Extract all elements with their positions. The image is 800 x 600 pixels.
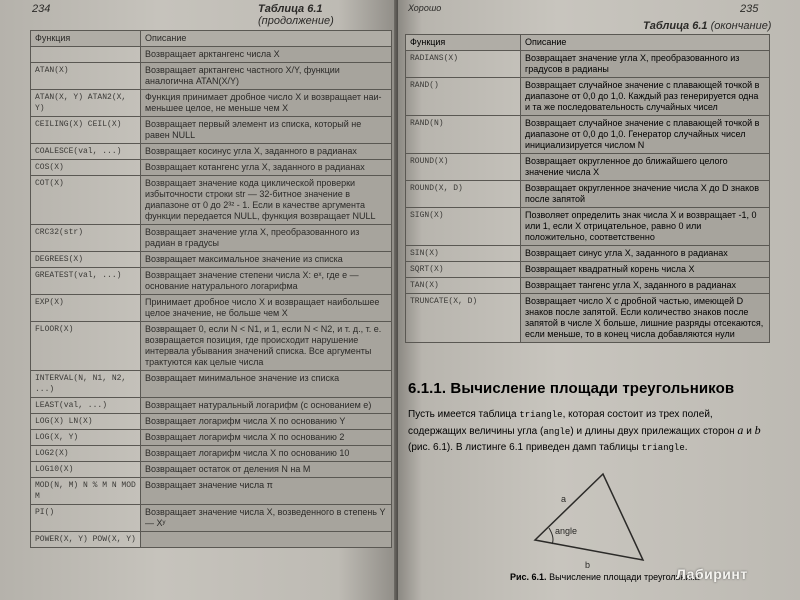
function-cell: LOG2(X)	[31, 446, 141, 462]
description-cell: Возвращает значение угла X, преобразованного из градусов в радианы	[521, 51, 770, 78]
column-header-description: Описание	[141, 31, 392, 47]
page-number-right: 235	[740, 3, 759, 15]
description-cell: Возвращает значение числа π	[141, 478, 392, 505]
table-body-left	[31, 47, 392, 548]
description-cell: Возвращает логарифм числа X по основанию 10	[141, 446, 392, 462]
table-caption-label: Таблица 6.1	[258, 3, 323, 15]
watermark-logo: Лабиринт	[676, 566, 748, 582]
column-header-function: Функция	[31, 31, 141, 47]
function-cell: RAND(N)	[406, 116, 521, 154]
description-cell: Возвращает 0, если N < N1, и 1, если N < N2, и т. д., т. е. возвращается позиция, где происходит нарушение интервала убывания значений списка. Все аргументы трактуются как целые числа	[141, 322, 392, 371]
table-row	[31, 414, 392, 430]
table-row	[406, 154, 770, 181]
table-row	[31, 47, 392, 63]
angle-arc	[549, 528, 553, 544]
table-row	[406, 278, 770, 294]
triangle-figure	[525, 472, 675, 582]
triangle-shape	[535, 474, 643, 560]
table-row	[31, 398, 392, 414]
section-title: 6.1.1. Вычисление площади треугольников	[408, 380, 735, 397]
function-cell: RAND()	[406, 78, 521, 116]
side-b-label: b	[585, 560, 591, 570]
function-cell: GREATEST(val, ...)	[31, 268, 141, 295]
table-row	[406, 208, 770, 246]
function-cell: CEILING(X) CEIL(X)	[31, 117, 141, 144]
description-cell: Возвращает значение степени числа X: eˣ, где e — основание натурального логарифма	[141, 268, 392, 295]
table-caption-continuation: (продолжение)	[258, 15, 334, 27]
table-caption-right	[643, 20, 771, 32]
description-cell: Возвращает котангенс угла X, заданного в радианах	[141, 160, 392, 176]
description-cell: Возвращает значение кода циклической проверки избыточности строки str — 32-битное значение в диапазоне от 0 до 2³² - 1. Если в качестве аргумента функции передается NULL, функция возвращает NULL	[141, 176, 392, 225]
table-row	[31, 225, 392, 252]
variable-b: b	[754, 423, 761, 437]
description-cell: Возвращает арктангенс числа X	[141, 47, 392, 63]
angle-label: angle	[555, 526, 578, 536]
description-cell: Возвращает логарифм числа X по основанию 2	[141, 430, 392, 446]
paragraph-text: (рис. 6.1). В листинге 6.1 приведен дамп таблицы	[408, 442, 642, 453]
description-cell: Возвращает значение угла X, преобразованного из радиан в градусы	[141, 225, 392, 252]
left-page	[0, 0, 398, 600]
code-term: angle	[543, 427, 571, 437]
table-row	[31, 446, 392, 462]
table-row	[31, 252, 392, 268]
function-cell: INTERVAL(N, N1, N2, ...)	[31, 371, 141, 398]
description-cell: Возвращает число X с дробной частью, имеющей D знаков после запятой. Если количество знаков после запятой в числе X больше, лишние разряды отсекаются, если меньше, то в конец числа добавляются нули	[521, 294, 770, 343]
table-row	[406, 116, 770, 154]
function-cell: LEAST(val, ...)	[31, 398, 141, 414]
description-cell: Возвращает квадратный корень числа X	[521, 262, 770, 278]
table-row	[31, 176, 392, 225]
description-cell: Возвращает натуральный логарифм (с основанием e)	[141, 398, 392, 414]
description-cell: Принимает дробное число X и возвращает наибольшее целое значение, не больше чем X	[141, 295, 392, 322]
table-row	[406, 246, 770, 262]
figure-caption-text: Вычисление площади треугольника	[549, 572, 700, 582]
body-paragraph	[408, 407, 763, 456]
function-cell: TAN(X)	[406, 278, 521, 294]
function-cell: FLOOR(X)	[31, 322, 141, 371]
functions-table-left	[30, 30, 392, 548]
column-header-function: Функция	[406, 35, 521, 51]
function-cell: RADIANS(X)	[406, 51, 521, 78]
paragraph-text: и	[743, 426, 755, 437]
function-cell: SIN(X)	[406, 246, 521, 262]
table-row	[31, 505, 392, 532]
description-cell: Возвращает округленное до ближайшего целого значение числа X	[521, 154, 770, 181]
function-cell: ROUND(X, D)	[406, 181, 521, 208]
table-row	[31, 117, 392, 144]
function-cell: CRC32(str)	[31, 225, 141, 252]
function-cell: POWER(X, Y) POW(X, Y)	[31, 532, 141, 548]
function-cell	[31, 47, 141, 63]
table-row	[406, 51, 770, 78]
paragraph-text: .	[684, 442, 688, 453]
table-row	[31, 90, 392, 117]
function-cell: ATAN(X)	[31, 63, 141, 90]
function-cell: ROUND(X)	[406, 154, 521, 181]
column-header-description: Описание	[521, 35, 770, 51]
description-cell: Возвращает косинус угла X, заданного в радианах	[141, 144, 392, 160]
description-cell: Возвращает случайное значение с плавающей точкой в диапазоне от 0,0 до 1,0. Генератор случайных чисел инициализируется числом N	[521, 116, 770, 154]
function-cell: LOG(X) LN(X)	[31, 414, 141, 430]
paragraph-text: Пусть имеется таблица	[408, 409, 520, 420]
running-header: Хорошо	[408, 3, 442, 13]
table-row	[31, 322, 392, 371]
function-cell: LOG10(X)	[31, 462, 141, 478]
function-cell: COALESCE(val, ...)	[31, 144, 141, 160]
description-cell: Возвращает случайное значение с плавающей точкой в диапазоне от 0,0 до 1,0. Каждый раз генерируется одна и та же последовательность случайных чисел	[521, 78, 770, 116]
table-row	[31, 63, 392, 90]
description-cell: Возвращает тангенс угла X, заданного в радианах	[521, 278, 770, 294]
function-cell: TRUNCATE(X, D)	[406, 294, 521, 343]
table-row	[406, 181, 770, 208]
function-cell: LOG(X, Y)	[31, 430, 141, 446]
table-caption-left	[258, 3, 398, 27]
description-cell: Возвращает значение числа X, возведенного в степень Y — Xʸ	[141, 505, 392, 532]
page-number-left: 234	[32, 3, 51, 15]
table-row	[31, 371, 392, 398]
function-cell: DEGREES(X)	[31, 252, 141, 268]
table-caption-label: Таблица 6.1	[643, 20, 708, 32]
side-a-label: a	[561, 494, 567, 504]
function-cell: EXP(X)	[31, 295, 141, 322]
table-header-row	[31, 31, 392, 47]
function-cell: COT(X)	[31, 176, 141, 225]
code-term: triangle	[519, 410, 563, 420]
table-caption-continuation: (окончание)	[710, 20, 772, 32]
description-cell: Возвращает логарифм числа X по основанию Y	[141, 414, 392, 430]
function-cell: ATAN(X, Y) ATAN2(X, Y)	[31, 90, 141, 117]
description-cell	[141, 532, 392, 548]
table-row	[31, 462, 392, 478]
paragraph-text: , которая состоит из трех полей, содержащих величины угла (	[408, 409, 713, 437]
description-cell: Возвращает максимальное значение из списка	[141, 252, 392, 268]
table-row	[31, 268, 392, 295]
functions-table-right	[405, 34, 770, 343]
code-term: triangle	[641, 443, 685, 453]
table-row	[406, 262, 770, 278]
table-row	[31, 478, 392, 505]
table-row	[31, 295, 392, 322]
table-row	[31, 144, 392, 160]
table-row	[31, 160, 392, 176]
table-row	[406, 78, 770, 116]
paragraph-text: ) и длины двух прилежащих сторон	[570, 426, 738, 437]
description-cell: Возвращает синус угла X, заданного в радианах	[521, 246, 770, 262]
function-cell: COS(X)	[31, 160, 141, 176]
figure-caption	[510, 572, 699, 582]
variable-a: a	[737, 423, 744, 437]
function-cell: SIGN(X)	[406, 208, 521, 246]
table-row	[31, 430, 392, 446]
description-cell: Функция принимает дробное число X и возвращает наи-меньшее целое, не меньше чем X	[141, 90, 392, 117]
description-cell: Возвращает арктангенс частного X/Y, функции аналогична ATAN(X/Y)	[141, 63, 392, 90]
table-row	[406, 294, 770, 343]
function-cell: SQRT(X)	[406, 262, 521, 278]
description-cell: Позволяет определить знак числа X и возвращает -1, 0 или 1, если X отрицательное, равно 0 или положительно, соответственно	[521, 208, 770, 246]
function-cell: PI()	[31, 505, 141, 532]
table-header-row	[406, 35, 770, 51]
description-cell: Возвращает остаток от деления N на M	[141, 462, 392, 478]
description-cell: Возвращает минимальное значение из списка	[141, 371, 392, 398]
figure-caption-number: Рис. 6.1.	[510, 572, 547, 582]
function-cell: MOD(N, M) N % M N MOD M	[31, 478, 141, 505]
table-row	[31, 532, 392, 548]
description-cell: Возвращает первый элемент из списка, который не равен NULL	[141, 117, 392, 144]
description-cell: Возвращает округленное значение числа X до D знаков после запятой	[521, 181, 770, 208]
table-body-right	[406, 51, 770, 343]
